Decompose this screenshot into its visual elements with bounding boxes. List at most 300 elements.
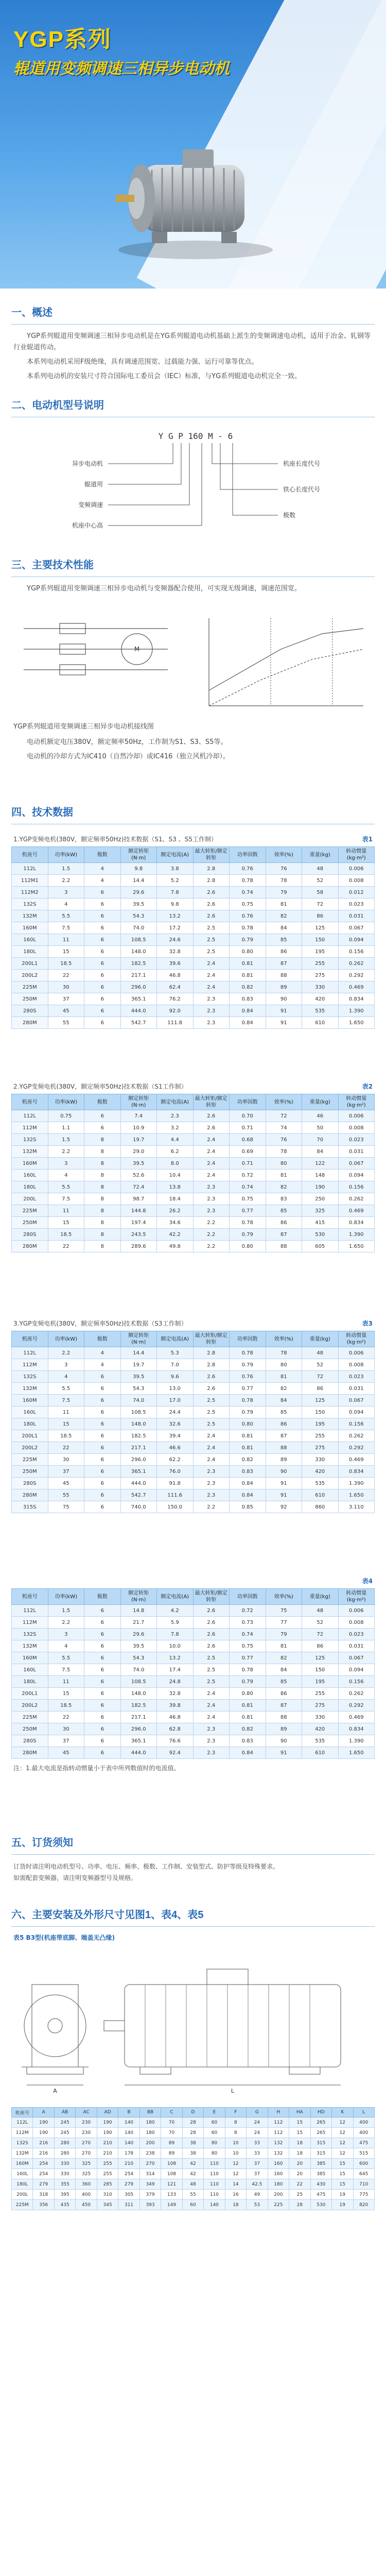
svg-text:A: A bbox=[53, 2088, 57, 2094]
table-cell: 0.469 bbox=[338, 1205, 375, 1217]
table-row bbox=[12, 2148, 375, 2159]
table-cell: 1.5 bbox=[48, 1134, 84, 1146]
table-cell: 315S bbox=[12, 1501, 48, 1513]
table-cell: 2.8 bbox=[193, 863, 230, 875]
table-cell: 3 bbox=[48, 1158, 84, 1170]
table-row bbox=[12, 2179, 375, 2190]
table-cell: 10 bbox=[225, 2148, 246, 2159]
table-cell: 1.390 bbox=[338, 1005, 375, 1017]
table-cell: 87 bbox=[266, 958, 302, 970]
table-cell: 110 bbox=[204, 2159, 225, 2169]
column-header: 转动惯量(kg·m²) bbox=[338, 847, 375, 863]
table-cell: 225M bbox=[12, 2200, 33, 2210]
table-cell: 200L1 bbox=[12, 1688, 48, 1700]
table-row bbox=[12, 958, 375, 970]
table-cell: 6 bbox=[84, 1747, 121, 1759]
overview-paragraph-1: YGP系列辊道用变频调速三相异步电动机是在YG系列辊道电动机基础上派生的变频调速电动机，适用于冶金、轧钢等行业辊道传动。 bbox=[13, 332, 371, 351]
table-cell: 6 bbox=[84, 1676, 121, 1688]
table-row bbox=[12, 1430, 375, 1442]
column-header: 转动惯量(kg·m²) bbox=[338, 1331, 375, 1347]
table-row bbox=[12, 1747, 375, 1759]
table-cell: 0.75 bbox=[230, 1193, 266, 1205]
table-cell: 112 bbox=[268, 2128, 289, 2138]
table-cell: 88 bbox=[266, 1241, 302, 1252]
table-cell: 12 bbox=[332, 2128, 353, 2138]
table-row bbox=[12, 1466, 375, 1478]
table-cell: 72 bbox=[266, 1110, 302, 1122]
column-header: 转动惯量(kg·m²) bbox=[338, 1094, 375, 1110]
table-cell: 4 bbox=[84, 1359, 121, 1371]
table-cell: 112M2 bbox=[12, 887, 48, 899]
table-cell: 112 bbox=[268, 2117, 289, 2128]
table-cell: 5.2 bbox=[157, 875, 194, 887]
table-cell: 2.6 bbox=[193, 1629, 230, 1640]
table-cell: 19 bbox=[332, 2190, 353, 2200]
model-code-diagram bbox=[21, 428, 371, 546]
table-cell: 15 bbox=[48, 1688, 84, 1700]
table-cell: 2.3 bbox=[193, 1193, 230, 1205]
table-cell: 48 bbox=[302, 1605, 339, 1617]
table-cell: 2.8 bbox=[193, 875, 230, 887]
table-header-row bbox=[12, 1331, 375, 1347]
table-cell: 2.3 bbox=[193, 1478, 230, 1489]
table-cell: 5.5 bbox=[48, 1181, 84, 1193]
table-cell: 72 bbox=[302, 1629, 339, 1640]
table-cell: 46.8 bbox=[157, 970, 194, 981]
table-row bbox=[12, 1617, 375, 1629]
table-cell: 13.2 bbox=[157, 910, 194, 922]
table-cell: 296.0 bbox=[120, 1454, 157, 1466]
table-cell: 2.5 bbox=[193, 922, 230, 934]
table-cell: 255 bbox=[97, 2159, 118, 2169]
table-cell: 6 bbox=[84, 1478, 121, 1489]
table-cell: 22 bbox=[48, 1241, 84, 1252]
table-cell: 0.156 bbox=[338, 946, 375, 958]
table-cell: 85 bbox=[266, 934, 302, 946]
table-cell: 0.006 bbox=[338, 1110, 375, 1122]
table-cell: 310 bbox=[97, 2190, 118, 2200]
table-cell: 2.8 bbox=[193, 1359, 230, 1371]
column-header: 额定转矩(N·m) bbox=[120, 847, 157, 863]
table-cell: 0.006 bbox=[338, 1605, 375, 1617]
column-header: AC bbox=[76, 2108, 97, 2117]
table-row bbox=[12, 1711, 375, 1723]
table-cell: 122 bbox=[302, 1158, 339, 1170]
table-cell: 255 bbox=[302, 1688, 339, 1700]
table-row bbox=[12, 970, 375, 981]
table-cell: 245 bbox=[54, 2117, 75, 2128]
table-cell: 42.5 bbox=[247, 2179, 268, 2190]
table-cell: 7.8 bbox=[157, 887, 194, 899]
table-cell: 22 bbox=[289, 2179, 310, 2190]
table-1 bbox=[11, 846, 375, 1029]
table-cell: 279 bbox=[118, 2179, 139, 2190]
table-cell: 225M bbox=[12, 1205, 48, 1217]
table-cell: 2.4 bbox=[193, 1134, 230, 1146]
table-cell: 0.84 bbox=[230, 1005, 266, 1017]
table-cell: 24 bbox=[247, 2128, 268, 2138]
table-cell: 160M bbox=[12, 1395, 48, 1406]
table-cell: 45 bbox=[48, 1478, 84, 1489]
table-4-block bbox=[0, 1577, 386, 1777]
table-cell: 3 bbox=[48, 1629, 84, 1640]
table-cell: 160L bbox=[12, 2169, 33, 2179]
table-cell: 1.1 bbox=[48, 1122, 84, 1134]
table-cell: 60 bbox=[182, 2200, 203, 2210]
table-cell: 132M bbox=[12, 1383, 48, 1395]
table-cell: 6 bbox=[84, 1489, 121, 1501]
table-cell: 420 bbox=[302, 993, 339, 1005]
table-cell: 62.8 bbox=[157, 1723, 194, 1735]
table-cell: 0.067 bbox=[338, 1395, 375, 1406]
table-cell: 80 bbox=[266, 1359, 302, 1371]
table-cell: 280 bbox=[54, 2148, 75, 2159]
table-cell: 133 bbox=[161, 2190, 182, 2200]
dimensions-subtitle: 表5 B3型(机座带底脚、端盖无凸缘) bbox=[13, 1934, 115, 1941]
table-cell: 12 bbox=[225, 2169, 246, 2179]
wiring-diagram bbox=[13, 608, 374, 716]
table-cell: 535 bbox=[302, 1005, 339, 1017]
table-row bbox=[12, 1383, 375, 1395]
column-header: 额定转矩(N·m) bbox=[120, 1589, 157, 1605]
table-1-block bbox=[0, 835, 386, 1029]
table-cell: 45 bbox=[48, 1747, 84, 1759]
table-cell: 11 bbox=[48, 1205, 84, 1217]
table-cell: 86 bbox=[302, 1383, 339, 1395]
table-cell: 8 bbox=[84, 1217, 121, 1229]
table-row bbox=[12, 1217, 375, 1229]
table-row bbox=[12, 1652, 375, 1664]
table-cell: 0.469 bbox=[338, 1454, 375, 1466]
table-row bbox=[12, 1205, 375, 1217]
table-cell: 52 bbox=[302, 1617, 339, 1629]
table-cell: 6 bbox=[84, 1406, 121, 1418]
table-cell: 180L bbox=[12, 1181, 48, 1193]
table-cell: 86 bbox=[266, 1688, 302, 1700]
table-cell: 74.0 bbox=[120, 1395, 157, 1406]
column-header: 机座号 bbox=[12, 1331, 48, 1347]
table-cell: 296.0 bbox=[120, 1723, 157, 1735]
table-cell: 160M bbox=[12, 2159, 33, 2169]
table-cell: 9.8 bbox=[157, 899, 194, 910]
model-label-right-2: 铁心长度代号 bbox=[283, 486, 321, 493]
table-cell: 72 bbox=[302, 899, 339, 910]
table-cell: 148 bbox=[302, 1170, 339, 1181]
table-cell: 0.008 bbox=[338, 1122, 375, 1134]
table-cell: 2.5 bbox=[193, 946, 230, 958]
table-1-tag: 表1 bbox=[362, 836, 373, 843]
table-cell: 0.75 bbox=[230, 899, 266, 910]
table-cell: 6 bbox=[84, 1454, 121, 1466]
tech-paragraph-3: 电动机的冷却方式为IC410（自然冷却）或IC416（独立风机冷却）。 bbox=[27, 753, 230, 760]
table-cell: 190 bbox=[97, 2128, 118, 2138]
table-row bbox=[12, 934, 375, 946]
table-cell: 72 bbox=[302, 1371, 339, 1383]
table-cell: 84 bbox=[266, 922, 302, 934]
table-cell: 7.8 bbox=[157, 1629, 194, 1640]
table-cell: 0.834 bbox=[338, 1723, 375, 1735]
table-cell: 200L bbox=[12, 2190, 33, 2200]
table-cell: 3 bbox=[48, 887, 84, 899]
table-cell: 0.262 bbox=[338, 1430, 375, 1442]
table-cell: 275 bbox=[302, 1442, 339, 1454]
table-cell: 444.0 bbox=[120, 1747, 157, 1759]
table-cell: 89 bbox=[161, 2148, 182, 2159]
table-cell: 18 bbox=[289, 2148, 310, 2159]
table-cell: 10 bbox=[225, 2138, 246, 2148]
table-row bbox=[12, 1005, 375, 1017]
table-cell: 108.5 bbox=[120, 1406, 157, 1418]
table-cell: 28 bbox=[182, 2117, 203, 2128]
table-cell: 6 bbox=[84, 1418, 121, 1430]
table-cell: 53 bbox=[247, 2200, 268, 2210]
table-cell: 22 bbox=[48, 970, 84, 981]
table-cell: 4 bbox=[48, 899, 84, 910]
table-cell: 225M bbox=[12, 981, 48, 993]
table-cell: 3.8 bbox=[157, 863, 194, 875]
column-header: 最大转矩/额定转矩 bbox=[193, 847, 230, 863]
column-header: 功率(kW) bbox=[48, 847, 84, 863]
table-cell: 18 bbox=[289, 2138, 310, 2148]
table-cell: 85 bbox=[266, 1676, 302, 1688]
table-cell: 84 bbox=[266, 1395, 302, 1406]
table-cell: 2.6 bbox=[193, 1371, 230, 1383]
table-cell: 0.77 bbox=[230, 1383, 266, 1395]
table-cell: 33 bbox=[247, 2148, 268, 2159]
table-cell: 0.82 bbox=[230, 1723, 266, 1735]
table-cell: 180 bbox=[268, 2179, 289, 2190]
table-cell: 18.5 bbox=[48, 1430, 84, 1442]
table-cell: 125 bbox=[302, 1395, 339, 1406]
table-cell: 0.81 bbox=[230, 1711, 266, 1723]
table-cell: 250M bbox=[12, 1723, 48, 1735]
table-cell: 5.5 bbox=[48, 1652, 84, 1664]
table-cell: 182.5 bbox=[120, 958, 157, 970]
table-cell: 82 bbox=[266, 1181, 302, 1193]
table-cell: 108 bbox=[161, 2159, 182, 2169]
table-cell: 385 bbox=[310, 2159, 331, 2169]
table-cell: 0.84 bbox=[230, 1478, 266, 1489]
table-cell: 0.067 bbox=[338, 1158, 375, 1170]
table-cell: 42.2 bbox=[157, 1229, 194, 1241]
table-cell: 820 bbox=[353, 2200, 375, 2210]
table-cell: 58 bbox=[302, 887, 339, 899]
table-cell: 280S bbox=[12, 1735, 48, 1747]
table-cell: 2.2 bbox=[48, 875, 84, 887]
table-cell: 710 bbox=[353, 2179, 375, 2190]
column-header: H bbox=[268, 2108, 289, 2117]
table-cell: 530 bbox=[310, 2200, 331, 2210]
table-cell: 81 bbox=[266, 1170, 302, 1181]
table-cell: 24.4 bbox=[157, 1406, 194, 1418]
table-cell: 4.4 bbox=[157, 1134, 194, 1146]
table-cell: 72.4 bbox=[120, 1181, 157, 1193]
column-header: 功率(kW) bbox=[48, 1094, 84, 1110]
table-cell: 535 bbox=[302, 1478, 339, 1489]
table-cell: 216 bbox=[33, 2148, 54, 2159]
table-cell: 4 bbox=[84, 1347, 121, 1359]
table-cell: 0.75 bbox=[230, 1640, 266, 1652]
table-cell: 4 bbox=[48, 1640, 84, 1652]
table-cell: 0.69 bbox=[230, 1146, 266, 1158]
table-cell: 311 bbox=[118, 2200, 139, 2210]
table-cell: 160M bbox=[12, 1158, 48, 1170]
table-cell: 270 bbox=[76, 2148, 97, 2159]
section-tech bbox=[0, 556, 386, 845]
table-cell: 542.7 bbox=[120, 1489, 157, 1501]
table-cell: 0.83 bbox=[230, 1466, 266, 1478]
table-cell: 0.80 bbox=[230, 1241, 266, 1252]
table-cell: 6 bbox=[84, 1005, 121, 1017]
table-cell: 24.8 bbox=[157, 1676, 194, 1688]
section-title-tech: 三、主要技术性能 bbox=[11, 560, 94, 571]
table-cell: 0.77 bbox=[230, 1205, 266, 1217]
table-header-row bbox=[12, 1589, 375, 1605]
table-cell: 74.0 bbox=[120, 1664, 157, 1676]
table-cell: 62.4 bbox=[157, 981, 194, 993]
table-cell: 83 bbox=[266, 1193, 302, 1205]
table-cell: 2.3 bbox=[193, 1005, 230, 1017]
table-cell: 110 bbox=[204, 2179, 225, 2190]
table-cell: 140 bbox=[118, 2138, 139, 2148]
table-cell: 39.5 bbox=[120, 1158, 157, 1170]
table-cell: 74.0 bbox=[120, 922, 157, 934]
section-data bbox=[0, 804, 386, 831]
table-cell: 49.8 bbox=[157, 1241, 194, 1252]
table-cell: 0.81 bbox=[230, 1430, 266, 1442]
svg-text:M: M bbox=[134, 646, 140, 653]
table-cell: 325 bbox=[76, 2159, 97, 2169]
table-cell: 86 bbox=[266, 946, 302, 958]
table-cell: 5.9 bbox=[157, 1617, 194, 1629]
table-cell: 80 bbox=[204, 2138, 225, 2148]
table-cell: 112M bbox=[12, 1122, 48, 1134]
table-cell: 6 bbox=[84, 981, 121, 993]
table-cell: 0.80 bbox=[230, 1418, 266, 1430]
table-cell: 605 bbox=[302, 1241, 339, 1252]
table-cell: 14.4 bbox=[120, 875, 157, 887]
table-cell: 6 bbox=[84, 887, 121, 899]
table-cell: 535 bbox=[302, 1735, 339, 1747]
table-cell: 0.023 bbox=[338, 1371, 375, 1383]
table-cell: 6 bbox=[84, 922, 121, 934]
table-cell: 84 bbox=[266, 1664, 302, 1676]
table-cell: 245 bbox=[54, 2128, 75, 2138]
table-cell: 0.74 bbox=[230, 1181, 266, 1193]
table-cell: 88 bbox=[266, 1711, 302, 1723]
table-cell: 24 bbox=[247, 2117, 268, 2128]
series-title: YGP系列 bbox=[13, 27, 112, 52]
table-cell: 0.008 bbox=[338, 875, 375, 887]
column-header: E bbox=[204, 2108, 225, 2117]
table-cell: 180 bbox=[139, 2128, 161, 2138]
tech-paragraph-2: 电动机额定电压380V，额定频率50Hz，工作制为S1、S3、S5等。 bbox=[27, 738, 227, 746]
table-cell: 13.8 bbox=[157, 1181, 194, 1193]
table-cell: 860 bbox=[302, 1501, 339, 1513]
table-cell: 76.6 bbox=[157, 1735, 194, 1747]
table-cell: 1.5 bbox=[48, 1605, 84, 1617]
table-cell: 0.012 bbox=[338, 887, 375, 899]
table-cell: 0.008 bbox=[338, 1617, 375, 1629]
table-row bbox=[12, 1700, 375, 1711]
table-cell: 0.79 bbox=[230, 1229, 266, 1241]
wiring-caption: YGP系列辊道用变频调速三相异步电动机接线图 bbox=[13, 723, 154, 731]
table-cell: 37 bbox=[48, 1466, 84, 1478]
table-cell: 6 bbox=[84, 1640, 121, 1652]
table-cell: 0.78 bbox=[230, 875, 266, 887]
table-row bbox=[12, 899, 375, 910]
table-cell: 0.76 bbox=[230, 863, 266, 875]
table-row bbox=[12, 1723, 375, 1735]
table-cell: 91 bbox=[266, 1005, 302, 1017]
table-cell: 86 bbox=[302, 1640, 339, 1652]
table-cell: 15 bbox=[332, 2169, 353, 2179]
table-cell: 7.5 bbox=[48, 1664, 84, 1676]
column-header: 额定电流(A) bbox=[157, 1589, 194, 1605]
table-row bbox=[12, 1688, 375, 1700]
table-cell: 8 bbox=[84, 1146, 121, 1158]
section-title-ordering: 五、订货须知 bbox=[11, 1837, 73, 1849]
table-cell: 17.2 bbox=[157, 922, 194, 934]
table-cell: 2.4 bbox=[193, 1700, 230, 1711]
table-cell: 160L bbox=[12, 1170, 48, 1181]
table-row bbox=[12, 1406, 375, 1418]
table-cell: 225M bbox=[12, 1711, 48, 1723]
table-row bbox=[12, 1454, 375, 1466]
table-cell: 6 bbox=[84, 1395, 121, 1406]
table-cell: 610 bbox=[302, 1017, 339, 1029]
table-cell: 132M bbox=[12, 910, 48, 922]
table-cell: 225M bbox=[12, 1454, 48, 1466]
table-cell: 10.4 bbox=[157, 1170, 194, 1181]
table-cell: 9.8 bbox=[120, 863, 157, 875]
table-cell: 296.0 bbox=[120, 981, 157, 993]
table-cell: 280 bbox=[54, 2138, 75, 2148]
model-label-left-4: 机座中心高 bbox=[72, 522, 103, 529]
model-label-left-2: 辊道用 bbox=[84, 481, 103, 488]
table-cell: 4 bbox=[48, 1371, 84, 1383]
table-cell: 12 bbox=[332, 2138, 353, 2148]
section-divider bbox=[11, 1926, 375, 1927]
table-cell: 2.8 bbox=[193, 1347, 230, 1359]
table-cell: 92.0 bbox=[157, 1005, 194, 1017]
table-cell: 125 bbox=[302, 922, 339, 934]
table-cell: 0.82 bbox=[230, 981, 266, 993]
table-row bbox=[12, 922, 375, 934]
table-cell: 6 bbox=[84, 1629, 121, 1640]
table-cell: 2.5 bbox=[193, 1664, 230, 1676]
table-cell: 82 bbox=[266, 1652, 302, 1664]
table-cell: 0.79 bbox=[230, 1676, 266, 1688]
table-cell: 400 bbox=[353, 2128, 375, 2138]
table-3 bbox=[11, 1331, 375, 1513]
table-row bbox=[12, 1146, 375, 1158]
table-cell: 8 bbox=[225, 2117, 246, 2128]
table-row bbox=[12, 1229, 375, 1241]
section-title-dimensions: 六、主要安装及外形尺寸见图1、表4、表5 bbox=[11, 1909, 204, 1921]
table-cell: 356 bbox=[33, 2200, 54, 2210]
dimension-table-block bbox=[0, 2107, 386, 2210]
table-cell: 90 bbox=[266, 1466, 302, 1478]
column-header: 额定电流(A) bbox=[157, 1331, 194, 1347]
table-cell: 2.5 bbox=[193, 1418, 230, 1430]
table-cell: 92 bbox=[266, 1501, 302, 1513]
table-cell: 46.6 bbox=[157, 1442, 194, 1454]
table-cell: 19.7 bbox=[120, 1134, 157, 1146]
table-cell: 210 bbox=[118, 2159, 139, 2169]
table-cell: 250M bbox=[12, 1217, 48, 1229]
table-cell: 2.4 bbox=[193, 1146, 230, 1158]
